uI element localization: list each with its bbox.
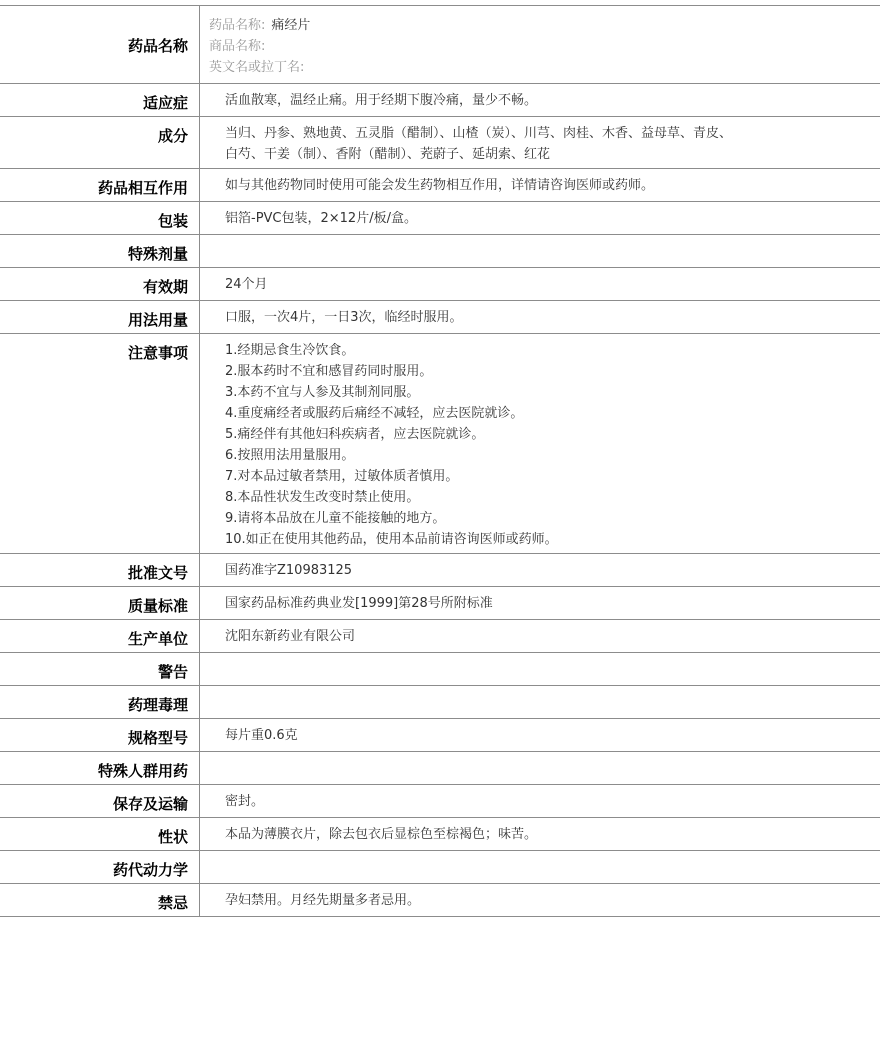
precaution-item: 4.重度痛经者或服药后痛经不减轻，应去医院就诊。: [225, 406, 524, 421]
row-shelf-life: [0, 268, 880, 301]
ingredients-line: 当归、丹参、熟地黄、五灵脂（醋制）、山楂（炭）、川芎、肉桂、木香、益母草、青皮、: [225, 126, 733, 141]
label-usage: 用法用量: [0, 301, 200, 333]
label-interactions: 药品相互作用: [0, 169, 200, 201]
value-warning: [200, 653, 880, 685]
english-name-line: [209, 57, 880, 78]
drug-name-label: 药品名称:: [209, 18, 266, 33]
row-specification: [0, 719, 880, 752]
value-quality-standard: 国家药品标准药典业发[1999]第28号所附标准: [225, 596, 493, 611]
precaution-item: 8.本品性状发生改变时禁止使用。: [225, 490, 420, 505]
row-approval-number: [0, 554, 880, 587]
label-approval-number: 批准文号: [0, 554, 200, 586]
row-interactions: [0, 169, 880, 202]
label-storage: 保存及运输: [0, 785, 200, 817]
ingredients-line: 白芍、干姜（制）、香附（醋制）、茺蔚子、延胡索、红花: [225, 147, 551, 162]
row-quality-standard: [0, 587, 880, 620]
label-manufacturer: 生产单位: [0, 620, 200, 652]
label-special-population: 特殊人群用药: [0, 752, 200, 784]
row-packaging: [0, 202, 880, 235]
value-ingredients: [200, 117, 880, 168]
label-appearance: 性状: [0, 818, 200, 850]
value-pharmacokinetics: [200, 851, 880, 883]
row-storage: [0, 785, 880, 818]
label-contraindications: 禁忌: [0, 884, 200, 916]
row-pharmacology: [0, 686, 880, 719]
value-drug-names: [200, 6, 880, 83]
label-pharmacokinetics: 药代动力学: [0, 851, 200, 883]
drug-name-line: [209, 15, 880, 36]
label-packaging: 包装: [0, 202, 200, 234]
drug-name-value: 痛经片: [271, 18, 311, 33]
precaution-item: 7.对本品过敏者禁用，过敏体质者慎用。: [225, 469, 459, 484]
label-drug-names: 药品名称: [0, 6, 200, 83]
value-precautions: [200, 334, 880, 553]
row-appearance: [0, 818, 880, 851]
english-name-label: 英文名或拉丁名:: [209, 60, 305, 75]
label-quality-standard: 质量标准: [0, 587, 200, 619]
drug-info-table: [0, 5, 880, 917]
row-drug-names: [0, 6, 880, 84]
value-special-dosage: [200, 235, 880, 267]
row-ingredients: [0, 117, 880, 169]
precaution-item: 2.服本药时不宜和感冒药同时服用。: [225, 364, 433, 379]
precaution-item: 1.经期忌食生冷饮食。: [225, 343, 355, 358]
value-contraindications: 孕妇禁用。月经先期量多者忌用。: [225, 893, 421, 908]
row-usage: [0, 301, 880, 334]
row-manufacturer: [0, 620, 880, 653]
precaution-item: 6.按照用法用量服用。: [225, 448, 355, 463]
label-ingredients: 成分: [0, 117, 200, 168]
trade-name-label: 商品名称:: [209, 39, 266, 54]
value-usage: 口服，一次4片，一日3次，临经时服用。: [225, 310, 463, 325]
row-warning: [0, 653, 880, 686]
label-shelf-life: 有效期: [0, 268, 200, 300]
value-appearance: 本品为薄膜衣片，除去包衣后显棕色至棕褐色；味苦。: [225, 827, 538, 842]
value-interactions: 如与其他药物同时使用可能会发生药物相互作用，详情请咨询医师或药师。: [225, 178, 655, 193]
value-special-population: [200, 752, 880, 784]
value-shelf-life: 24个月: [225, 277, 268, 292]
value-manufacturer: 沈阳东新药业有限公司: [225, 629, 356, 644]
row-indications: [0, 84, 880, 117]
precaution-item: 3.本药不宜与人参及其制剂同服。: [225, 385, 420, 400]
trade-name-line: [209, 36, 880, 57]
precaution-item: 5.痛经伴有其他妇科疾病者，应去医院就诊。: [225, 427, 485, 442]
row-contraindications: [0, 884, 880, 917]
row-pharmacokinetics: [0, 851, 880, 884]
label-special-dosage: 特殊剂量: [0, 235, 200, 267]
row-special-population: [0, 752, 880, 785]
label-pharmacology: 药理毒理: [0, 686, 200, 718]
value-pharmacology: [200, 686, 880, 718]
value-packaging: 铝箔-PVC包装，2×12片/板/盒。: [225, 211, 417, 226]
label-indications: 适应症: [0, 84, 200, 116]
row-special-dosage: [0, 235, 880, 268]
label-specification: 规格型号: [0, 719, 200, 751]
value-storage: 密封。: [225, 794, 265, 809]
value-approval-number: 国药准字Z10983125: [225, 563, 353, 578]
value-specification: 每片重0.6克: [225, 728, 298, 743]
row-precautions: [0, 334, 880, 554]
label-warning: 警告: [0, 653, 200, 685]
precaution-item: 10.如正在使用其他药品，使用本品前请咨询医师或药师。: [225, 532, 558, 547]
label-precautions: 注意事项: [0, 334, 200, 553]
value-indications: 活血散寒，温经止痛。用于经期下腹冷痛，量少不畅。: [225, 93, 538, 108]
precaution-item: 9.请将本品放在儿童不能接触的地方。: [225, 511, 446, 526]
